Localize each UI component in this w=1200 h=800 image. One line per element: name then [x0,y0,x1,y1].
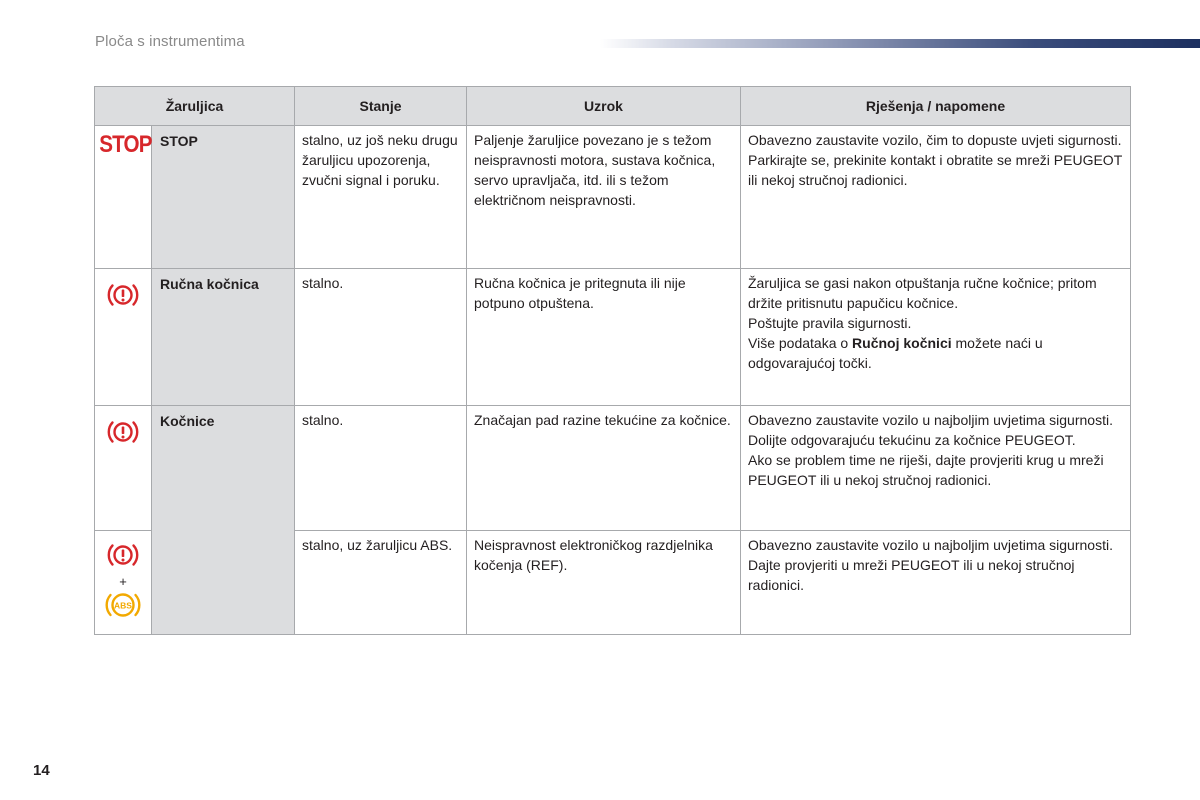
lamp-solution [741,531,1131,635]
table-row [95,126,1131,269]
lamp-solution [741,406,1131,531]
lamp-icon-cell [95,126,152,269]
lamp-state: stalno, uz žaruljicu ABS. [295,531,467,635]
lamp-icon-cell [95,406,152,531]
column-header-cause: Uzrok [467,87,741,126]
lamp-state: stalno. [295,269,467,406]
column-header-solutions: Rješenja / napomene [741,87,1131,126]
lamp-state: stalno. [295,406,467,531]
solution-line: Žaruljica se gasi nakon otpuštanja ručne kočnice; pritom držite pritisnutu papučicu kočnice. [748,275,1097,311]
solution-ref-bold: Ručnoj kočnici [852,335,952,351]
table-row [95,269,1131,406]
lamp-cause: Paljenje žaruljice povezano je s težom neispravnosti motora, sustava kočnica, servo upravljača, itd. ili s težom električnom neispravnosti. [467,126,741,269]
solution-line: Obavezno zaustavite vozilo u najboljim uvjetima sigurnosti. [748,537,1113,553]
lamp-cause: Značajan pad razine tekućine za kočnice. [467,406,741,531]
lamp-cause: Neispravnost elektroničkog razdjelnika kočenja (REF). [467,531,741,635]
lamp-name: Kočnice [152,406,295,635]
lamp-cause: Ručna kočnica je pritegnuta ili nije potpuno otpuštena. [467,269,741,406]
lamp-state: stalno, uz još neku drugu žaruljicu upozorenja, zvučni signal i poruku. [295,126,467,269]
lamp-solution [741,269,1131,406]
plus-sign: + [119,574,127,589]
solution-line: Obavezno zaustavite vozilo, čim to dopuste uvjeti sigurnosti. [748,132,1122,148]
solution-line: Dolijte odgovarajuću tekućinu za kočnice PEUGEOT. [748,432,1076,448]
solution-line [748,333,1123,373]
solution-line: Obavezno zaustavite vozilo u najboljim uvjetima sigurnosti. [748,412,1113,428]
table-row [95,406,1131,531]
lamp-icon-cell [95,269,152,406]
solution-line: Poštujte pravila sigurnosti. [748,315,912,331]
column-header-lamp: Žaruljica [95,87,295,126]
solution-ref-prefix: Više podataka o [748,335,853,351]
abs-icon [95,590,151,625]
warning-lamps-table [94,86,1131,635]
solution-line: Parkirajte se, prekinite kontakt i obratite se mreži PEUGEOT ili nekoj stručnoj radionici. [748,152,1122,188]
lamp-icon-cell [95,531,152,635]
lamp-solution [741,126,1131,269]
table-header-row [95,87,1131,126]
brake-warning-icon [106,418,140,451]
column-header-state: Stanje [295,87,467,126]
lamp-name: STOP [152,126,295,269]
lamp-name: Ručna kočnica [152,269,295,406]
brake-warning-icon [106,281,140,314]
abs-icon-label: ABS [114,600,132,611]
stop-icon: STOP [99,131,152,158]
page-number: 14 [33,762,50,779]
solution-line: Dajte provjeriti u mreži PEUGEOT ili u nekoj stručnoj radionici. [748,557,1075,593]
header-gradient-bar [600,39,1200,48]
section-title: Ploča s instrumentima [95,33,245,50]
solution-ref-suffix: možete naći u odgovarajućoj točki. [748,335,1043,371]
solution-line: Ako se problem time ne riješi, dajte provjeriti krug u mreži PEUGEOT ili u nekoj stručnoj radionici. [748,452,1104,488]
brake-warning-icon [95,541,151,574]
